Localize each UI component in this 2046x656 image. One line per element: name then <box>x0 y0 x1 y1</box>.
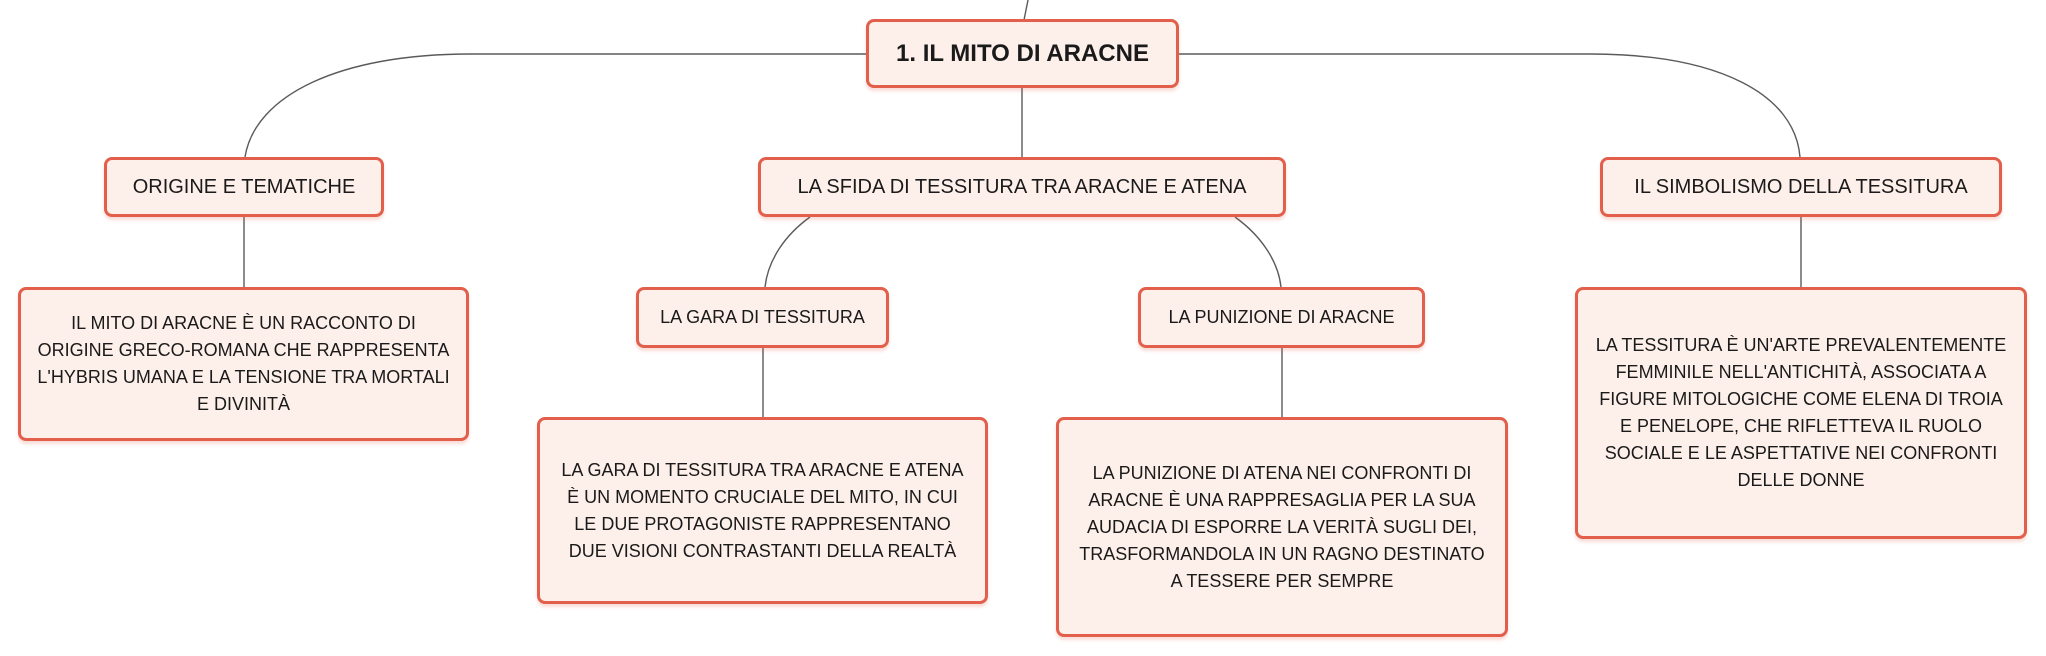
connector-parent <box>1024 0 1028 20</box>
connector-root-origin <box>245 54 868 157</box>
branch-origin-node[interactable] <box>104 157 384 217</box>
branch-challenge-label: LA SFIDA DI TESSITURA TRA ARACNE E ATENA <box>797 175 1247 198</box>
contest-node[interactable] <box>636 287 889 348</box>
punishment-node[interactable] <box>1138 287 1425 348</box>
punishment-label: LA PUNIZIONE DI ARACNE <box>1168 307 1395 327</box>
contest-label: LA GARA DI TESSITURA <box>660 307 865 327</box>
branch-challenge-node[interactable] <box>758 157 1286 217</box>
connector-challenge-contest <box>765 217 810 287</box>
root-title: 1. IL MITO DI ARACNE <box>896 39 1149 67</box>
branch-symbolism-node[interactable] <box>1600 157 2002 217</box>
symbolism-detail-text: LA TESSITURA È UN'ARTE PREVALENTEMENTE FEMMINILE NELL'ANTICHITÀ, ASSOCIATA A FIGURE MITOLOGICHE COME ELENA DI TROIA E PENELOPE, CHE RIFLETTEVA IL RUOLO SOCIALE E LE ASPETTATIVE NEI CONFRONTI DELLE DONNE <box>1595 335 2007 490</box>
root-node[interactable] <box>866 19 1179 88</box>
punishment-detail-text: LA PUNIZIONE DI ATENA NEI CONFRONTI DI ARACNE È UNA RAPPRESAGLIA PER LA SUA AUDACIA DI ESPORRE LA VERITÀ SUGLI DEI, TRASFORMANDOLA IN UN RAGNO DESTINATO A TESSERE PER SEMPRE <box>1079 462 1485 591</box>
contest-detail-text: LA GARA DI TESSITURA TRA ARACNE E ATENA È UN MOMENTO CRUCIALE DEL MITO, IN CUI LE DUE PROTAGONISTE RAPPRESENTANO DUE VISIONI CONTRASTANTI DELLA REALTÀ <box>561 459 964 561</box>
punishment-detail-node[interactable] <box>1056 417 1508 637</box>
branch-origin-label: ORIGINE E TEMATICHE <box>132 175 356 198</box>
symbolism-detail-node[interactable] <box>1575 287 2027 539</box>
origin-detail-node[interactable] <box>18 287 469 441</box>
connector-root-symbolism <box>1178 54 1800 157</box>
branch-symbolism-label: IL SIMBOLISMO DELLA TESSITURA <box>1634 175 1968 198</box>
connector-challenge-punishment <box>1235 217 1281 287</box>
origin-detail-text: IL MITO DI ARACNE È UN RACCONTO DI ORIGINE GRECO-ROMANA CHE RAPPRESENTA L'HYBRIS UMANA E LA TENSIONE TRA MORTALI E DIVINITÀ <box>37 313 450 414</box>
contest-detail-node[interactable] <box>537 417 988 604</box>
